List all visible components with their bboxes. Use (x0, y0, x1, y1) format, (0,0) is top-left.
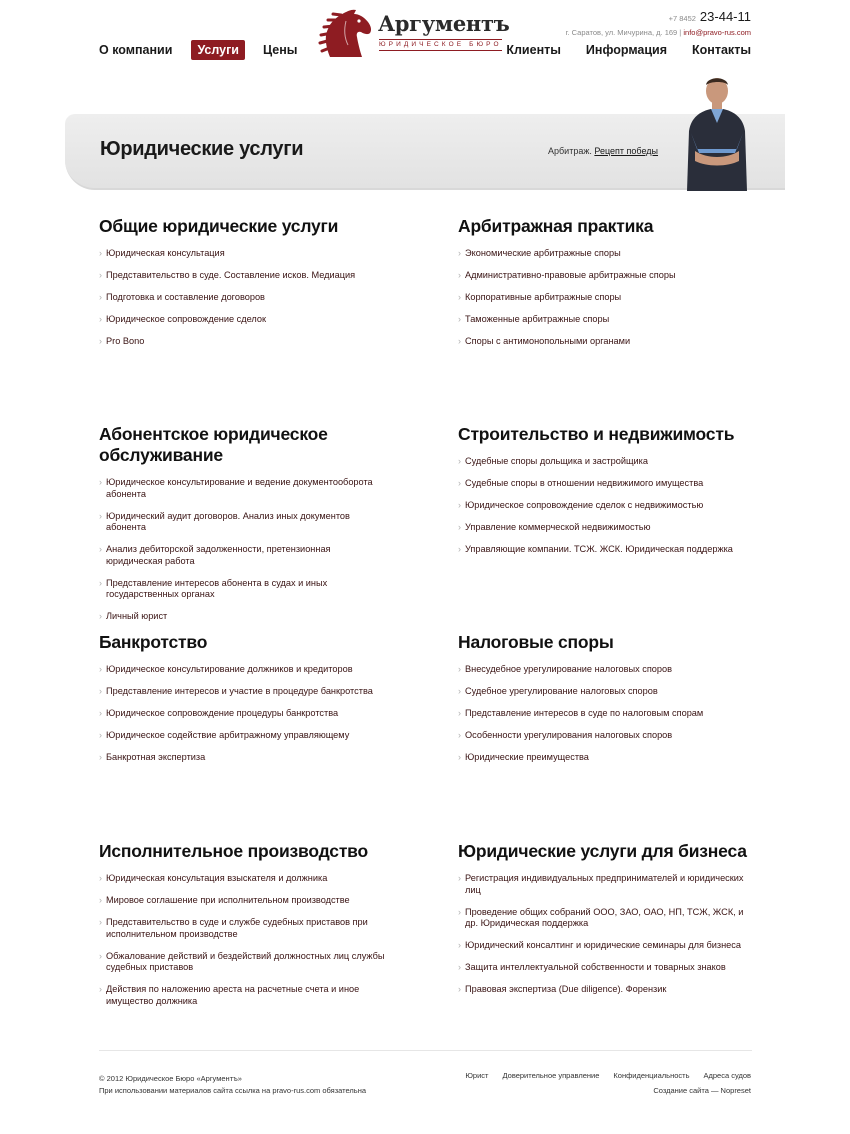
service-link[interactable]: › Анализ дебиторской задолженности, претензионная юридическая работа (99, 544, 389, 567)
nav-item-prices[interactable]: Цены (263, 43, 298, 57)
phone-number[interactable]: 23-44-11 (699, 9, 751, 24)
banner-caption-link[interactable]: Рецепт победы (594, 146, 659, 156)
section-tax (458, 632, 758, 774)
section-list (99, 477, 389, 623)
section-list (458, 248, 758, 348)
service-link[interactable]: › Представление интересов абонента в судах и иных государственных органах (99, 578, 389, 601)
address-line (566, 28, 751, 37)
horse-head-icon (316, 7, 374, 59)
footer-info (99, 1073, 366, 1097)
service-link[interactable]: › Юридическое консультирование должников и кредиторов (99, 664, 399, 676)
nav-item-services[interactable]: Услуги (191, 40, 245, 60)
page-title: Юридические услуги (100, 138, 304, 160)
section-list (458, 664, 758, 764)
main-nav-left (99, 40, 316, 60)
footer-links (465, 1071, 751, 1080)
service-link[interactable]: › Действия по наложению ареста на расчетные счета и иное имущество должника (99, 984, 389, 1007)
footer-link-privacy[interactable]: Конфиденциальность (613, 1071, 690, 1080)
section-list (99, 248, 399, 348)
service-link[interactable]: › Управление коммерческой недвижимостью (458, 522, 758, 534)
service-link[interactable]: › Судебное урегулирование налоговых споров (458, 686, 758, 698)
site-credits[interactable]: Создание сайта — Nopreset (653, 1086, 751, 1095)
service-link[interactable]: › Представление интересов в суде по налоговым спорам (458, 708, 758, 720)
service-link[interactable]: › Юридическая консультация (99, 248, 399, 260)
usage-notice: При использовании материалов сайта ссылка на pravo-rus.com обязательна (99, 1086, 367, 1095)
banner-caption-prefix: Арбитраж. (548, 146, 592, 156)
copyright: © 2012 Юридическое Бюро «Аргументъ» (99, 1074, 242, 1083)
service-link[interactable]: › Корпоративные арбитражные споры (458, 292, 758, 304)
footer-link-lawyer[interactable]: Юрист (465, 1071, 489, 1080)
service-link[interactable]: › Юридические преимущества (458, 752, 758, 764)
site-logo[interactable] (316, 7, 510, 59)
service-link[interactable]: › Регистрация индивидуальных предпринимателей и юридических лиц (458, 873, 754, 896)
nav-item-contacts[interactable]: Контакты (692, 43, 751, 57)
footer-link-trust[interactable]: Доверительное управление (502, 1071, 600, 1080)
main-nav-right (481, 40, 751, 60)
section-bankruptcy (99, 632, 399, 774)
service-link[interactable]: › Юридическое сопровождение процедуры банкротства (99, 708, 399, 720)
service-link[interactable]: › Юридический аудит договоров. Анализ иных документов абонента (99, 511, 389, 534)
logo-subtitle: ЮРИДИЧЕСКОЕ БЮРО (379, 39, 502, 51)
footer-divider (99, 1050, 752, 1051)
service-link[interactable]: › Административно-правовые арбитражные споры (458, 270, 758, 282)
page-banner (65, 114, 785, 190)
service-link[interactable]: › Подготовка и составление договоров (99, 292, 399, 304)
section-title: Строительство и недвижимость (458, 424, 735, 444)
service-link[interactable]: › Мировое соглашение при исполнительном производстве (99, 895, 389, 907)
nav-item-information[interactable]: Информация (585, 43, 668, 57)
banner-caption (548, 146, 658, 156)
section-enforcement (99, 841, 399, 1018)
service-link[interactable]: › Представительство в суде. Составление исков. Медиация (99, 270, 399, 282)
site-header (0, 0, 850, 80)
service-link[interactable]: › Внесудебное урегулирование налоговых споров (458, 664, 758, 676)
section-general (99, 216, 399, 358)
service-link[interactable]: › Юридическое сопровождение сделок (99, 314, 399, 326)
service-link[interactable]: › Таможенные арбитражные споры (458, 314, 758, 326)
section-title: Абонентское юридическое обслуживание (99, 424, 328, 465)
service-link[interactable]: › Банкротная экспертиза (99, 752, 399, 764)
service-link[interactable]: › Судебные споры в отношении недвижимого имущества (458, 478, 758, 490)
nav-item-clients[interactable]: Клиенты (506, 43, 561, 57)
service-link[interactable]: › Споры с антимонопольными органами (458, 336, 758, 348)
section-business (458, 841, 758, 1006)
nav-item-about[interactable]: О компании (99, 43, 173, 57)
phone-code: +7 8452 (668, 14, 696, 23)
service-link[interactable]: › Судебные споры дольщика и застройщика (458, 456, 758, 468)
section-list (99, 873, 389, 1007)
footer-nav (465, 1071, 751, 1095)
email-link[interactable]: info@pravo-rus.com (683, 28, 751, 37)
section-list (458, 873, 754, 996)
address: г. Саратов, ул. Мичурина, д. 169 | (565, 28, 682, 37)
service-link[interactable]: › Представление интересов и участие в процедуре банкротства (99, 686, 399, 698)
service-link[interactable]: › Личный юрист (99, 611, 389, 623)
section-title: Налоговые споры (458, 632, 614, 652)
section-list (99, 664, 399, 764)
section-subscription (99, 424, 399, 633)
service-link[interactable]: › Pro Bono (99, 336, 399, 348)
service-link[interactable]: › Особенности урегулирования налоговых споров (458, 730, 758, 742)
header-contacts (566, 9, 751, 37)
service-link[interactable]: › Юридическое сопровождение сделок с недвижимостью (458, 500, 758, 512)
section-title: Юридические услуги для бизнеса (458, 841, 747, 861)
section-title: Банкротство (99, 632, 208, 652)
service-link[interactable]: › Юридическая консультация взыскателя и должника (99, 873, 389, 885)
service-link[interactable]: › Юридическое консультирование и ведение документооборота абонента (99, 477, 389, 500)
service-link[interactable]: › Юридическое содействие арбитражному управляющему (99, 730, 399, 742)
service-link[interactable]: › Правовая экспертиза (Due diligence). Форензик (458, 984, 754, 996)
service-link[interactable]: › Управляющие компании. ТСЖ. ЖСК. Юридическая поддержка (458, 544, 758, 556)
lawyer-photo (677, 71, 757, 191)
service-link[interactable]: › Экономические арбитражные споры (458, 248, 758, 260)
section-title: Арбитражная практика (458, 216, 654, 236)
service-link[interactable]: › Защита интеллектуальной собственности и товарных знаков (458, 962, 754, 974)
section-title: Исполнительное производство (99, 841, 369, 861)
footer-link-courts[interactable]: Адреса судов (703, 1071, 751, 1080)
section-construction (458, 424, 758, 566)
section-list (458, 456, 758, 556)
service-link[interactable]: › Юридический консалтинг и юридические семинары для бизнеса (458, 940, 754, 952)
section-title: Общие юридические услуги (99, 216, 339, 236)
logo-name: Аргументъ (378, 11, 510, 36)
service-link[interactable]: › Проведение общих собраний ООО, ЗАО, ОАО, НП, ТСЖ, ЖСК, и др. Юридическая поддержка (458, 907, 754, 930)
section-arbitration (458, 216, 758, 358)
service-link[interactable]: › Обжалование действий и бездействий должностных лиц службы судебных приставов (99, 951, 389, 974)
phone-line (566, 9, 751, 24)
service-link[interactable]: › Представительство в суде и службе судебных приставов при исполнительном производстве (99, 917, 389, 940)
